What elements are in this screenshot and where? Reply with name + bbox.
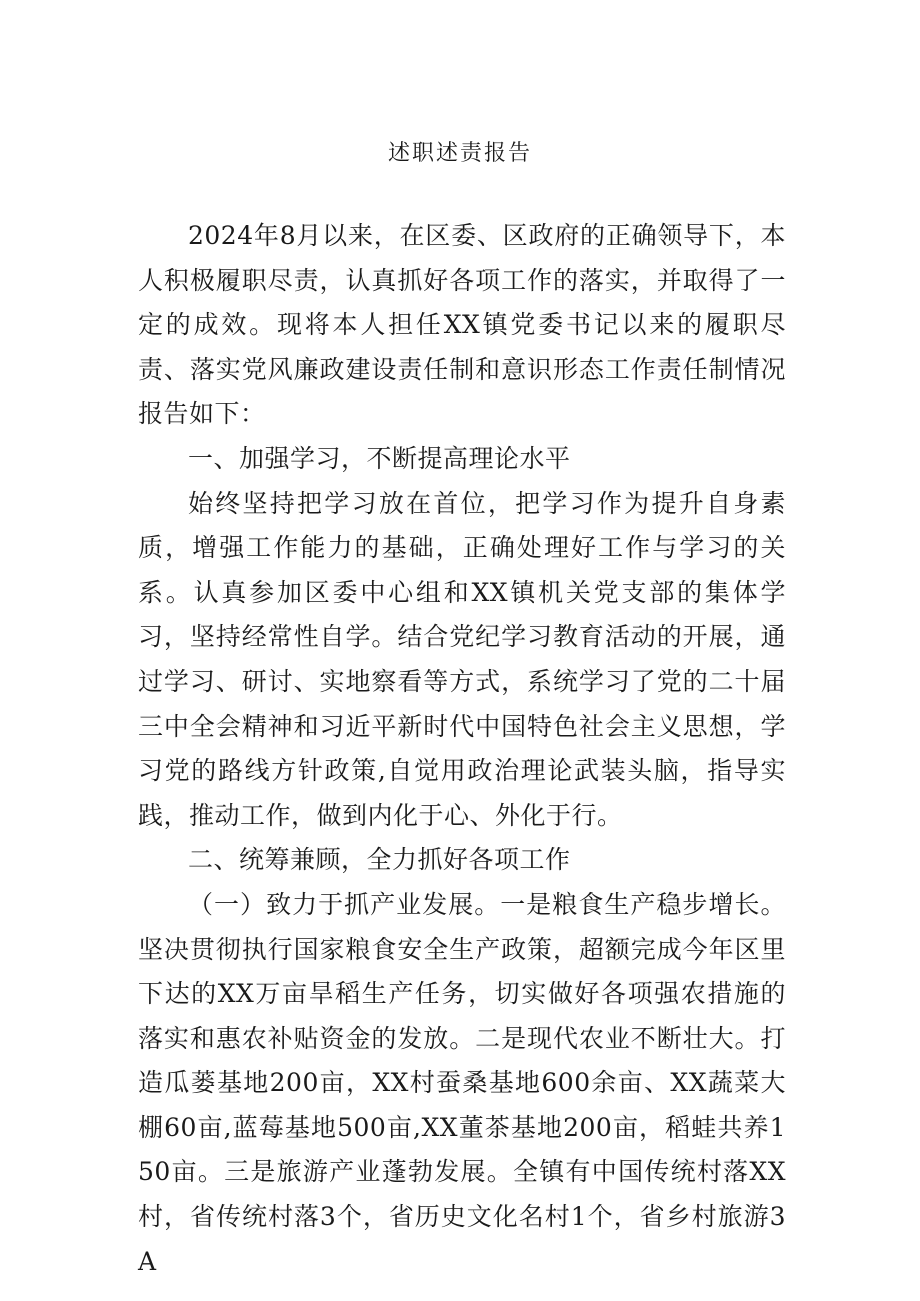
paragraph-industry: （一）致力于抓产业发展。一是粮食生产稳步增长。坚决贯彻执行国家粮食安全生产政策，超额完成今年区里下达的XX万亩旱稻生产任务，切实做好各项强农措施的落实和惠农补贴资金的发放。二是现代农业不断壮大。打造瓜蒌基地200亩，XX村蚕桑基地600余亩、XX蔬菜大棚60亩,蓝莓基地500亩,XX董茶基地200亩，稻蛙共养150亩。三是旅游产业蓬勃发展。全镇有中国传统村落XX村，省传统村落3个，省历史文化名村1个，省乡村旅游3A — [138, 889, 786, 1276]
paragraph-study: 始终坚持把学习放在首位，把学习作为提升自身素质，增强工作能力的基础，正确处理好工作与学习的关系。认真参加区委中心组和XX镇机关党支部的集体学习，坚持经常性自学。结合党纪学习教育活动的开展，通过学习、研讨、实地察看等方式，系统学习了党的二十届三中全会精神和习近平新时代中国特色社会主义思想，学习党的路线方针政策,自觉用政治理论武装头脑，指导实践，推动工作，做到内化于心、外化于行。 — [138, 488, 786, 830]
document-body — [138, 214, 786, 1284]
section-heading-2: 二、统筹兼顾，全力抓好各项工作 — [188, 845, 571, 875]
paragraph-intro: 2024年8月以来，在区委、区政府的正确领导下，本人积极履职尽责，认真抓好各项工作的落实，并取得了一定的成效。现将本人担任XX镇党委书记以来的履职尽责、落实党风廉政建设责任制和意识形态工作责任制情况报告如下： — [138, 221, 786, 429]
section-heading-1: 一、加强学习，不断提高理论水平 — [188, 443, 571, 473]
document-title: 述职述责报告 — [387, 141, 532, 166]
